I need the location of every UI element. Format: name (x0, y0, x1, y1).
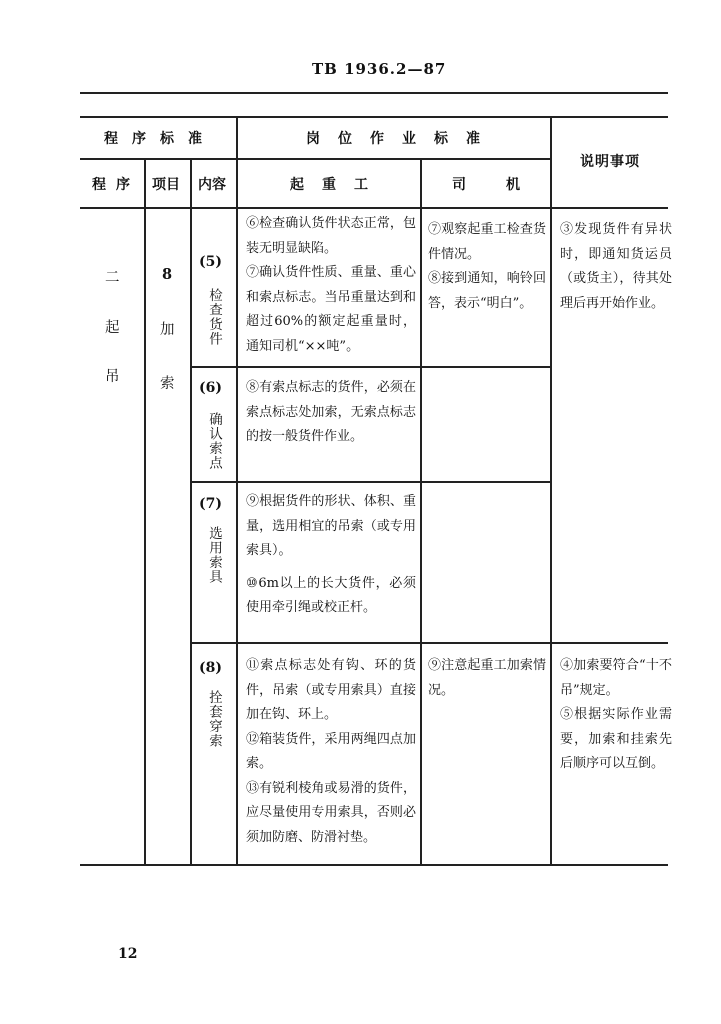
header-driver: 司机 (452, 177, 560, 193)
row-content: 选用索具 (206, 526, 222, 584)
table-bottom-border (80, 864, 668, 866)
table-top-border (80, 116, 668, 118)
program-name-1: 起 (105, 320, 120, 336)
document-code: TB 1936.2—87 (312, 60, 447, 78)
driver-step: ⑧接到通知，响铃回答，表示“明白”。 (428, 271, 546, 311)
row-border-3 (190, 642, 668, 644)
crane-step: ⑬有锐利棱角或易滑的货件，应尽量使用专用索具，否则必须加防磨、防滑衬垫。 (246, 780, 416, 845)
crane-cell (246, 490, 416, 621)
row-number: (6) (199, 380, 222, 396)
program-number: 二 (105, 270, 120, 286)
notes-cell (560, 654, 672, 777)
crane-cell (246, 212, 416, 359)
header-item: 项目 (152, 177, 180, 193)
col-border-item (190, 158, 192, 864)
header-content: 内容 (198, 177, 226, 193)
col-border-driver (550, 116, 552, 864)
header-crane-worker: 起重工 (290, 177, 386, 193)
crane-step: ⑥检查确认货件状态正常，包装无明显缺陷。 (246, 216, 416, 256)
col-border-program (144, 158, 146, 864)
program-name-2: 吊 (105, 369, 120, 385)
row-content: 确认索点 (206, 412, 222, 470)
col-border-crane (420, 158, 422, 864)
crane-cell (246, 376, 416, 450)
driver-step: ⑨注意起重工加索情况。 (428, 658, 546, 698)
driver-cell (428, 654, 546, 703)
driver-cell (428, 218, 546, 316)
crane-step: ⑫箱装货件，采用两绳四点加索。 (246, 731, 416, 771)
crane-step: ⑧有索点标志的货件，必须在索点标志处加索，无索点标志的按一般货件作业。 (246, 380, 416, 444)
row-number: (8) (199, 660, 222, 676)
row-border-1 (190, 366, 550, 368)
crane-step: ⑩6m以上的长大货件，必须使用牵引绳或校正杆。 (246, 575, 416, 615)
header-post-standard: 岗位作业标准 (306, 131, 498, 147)
item-name-2: 索 (160, 376, 175, 392)
top-rule (80, 92, 668, 94)
crane-step: ⑨根据货件的形状、体积、重量，选用相宜的吊索（或专用索具）。 (246, 494, 416, 558)
page-number: 12 (118, 946, 138, 962)
header-bottom-border (80, 207, 668, 209)
header-program: 程序 (92, 177, 140, 193)
crane-step: ⑪索点标志处有钩、环的货件，吊索（或专用索具）直接加在钩、环上。 (246, 658, 416, 722)
driver-step: ⑦观察起重工检查货件情况。 (428, 222, 546, 262)
note-item: ③发现货件有异状时，即通知货运员（或货主），待其处理后再开始作业。 (560, 222, 672, 311)
col-border-content (236, 116, 238, 864)
notes-cell (560, 218, 672, 316)
crane-step: ⑦确认货件性质、重量、重心和索点标志。当吊重量达到和超过60%的额定起重量时，通知司机“××吨”。 (246, 265, 416, 354)
row-content: 检查货件 (206, 288, 222, 346)
header-procedure-standard: 程序标准 (104, 131, 216, 147)
row-number: (7) (199, 496, 222, 512)
header-mid-border (80, 158, 550, 160)
crane-cell (246, 654, 416, 850)
note-item: ⑤根据实际作业需要，加索和挂索先后顺序可以互倒。 (560, 707, 672, 771)
row-number: (5) (199, 254, 222, 270)
header-notes: 说明事项 (580, 154, 640, 170)
item-number: 8 (162, 266, 173, 283)
note-item: ④加索要符合“十不吊”规定。 (560, 658, 672, 698)
row-content: 拴套穿索 (206, 690, 222, 748)
row-border-2 (190, 481, 550, 483)
item-name-1: 加 (160, 322, 175, 338)
